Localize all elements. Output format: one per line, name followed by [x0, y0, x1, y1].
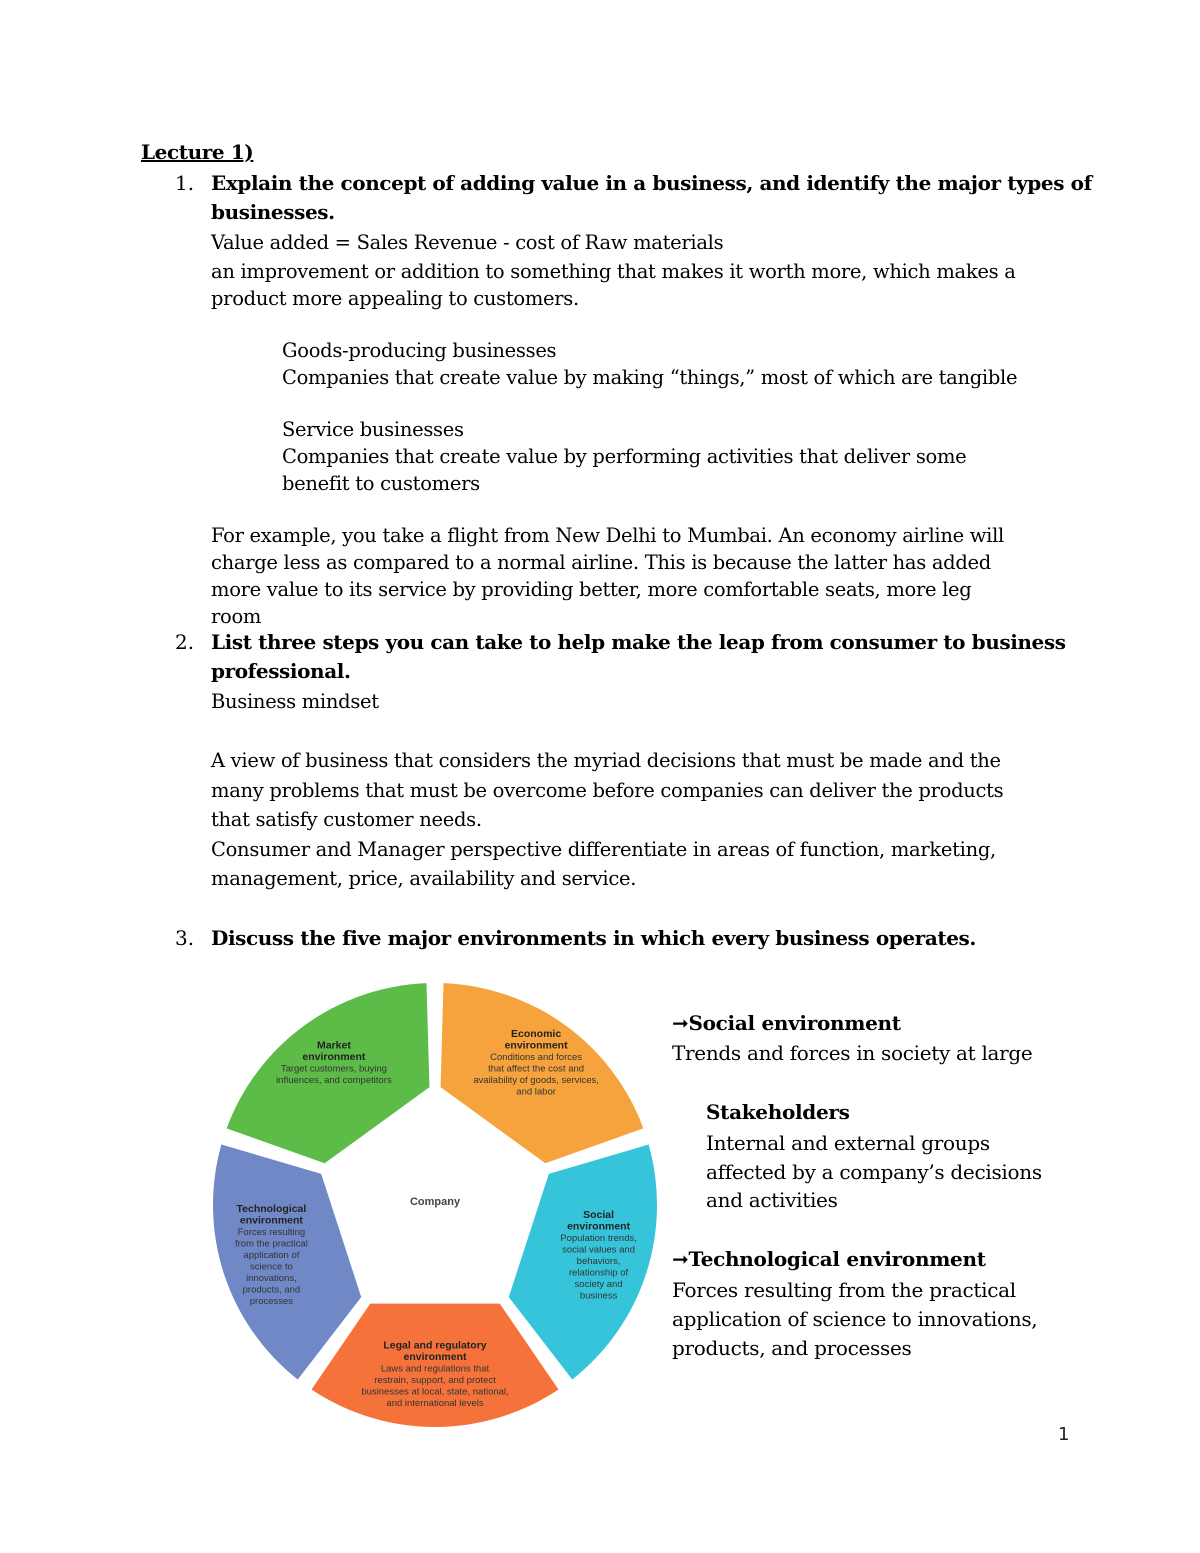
technological-description	[672, 1276, 1092, 1363]
segment-description: and labor	[516, 1086, 556, 1098]
segment-title: Social	[583, 1208, 615, 1221]
service-description: Companies that create value by performing activities that deliver some	[282, 445, 967, 468]
goods-producing-block	[282, 337, 1072, 391]
text-line: product more appealing to customers.	[211, 287, 579, 310]
text-line: that satisfy customer needs.	[211, 808, 482, 831]
question-title: Discuss the five major environments in which every business operates.	[211, 926, 976, 950]
stakeholders-heading: Stakeholders	[706, 1100, 850, 1124]
segment-title: environment	[504, 1039, 568, 1052]
segment-description: behaviors,	[576, 1255, 621, 1267]
technological-environment-heading	[672, 1246, 1092, 1273]
question-title: Explain the concept of adding value in a business, and identify the major types of	[211, 171, 1092, 195]
text-line: Forces resulting from the practical	[672, 1278, 1016, 1302]
text-line: room	[211, 605, 262, 628]
text-line: For example, you take a flight from New Delhi to Mumbai. An economy airline will	[211, 524, 1004, 547]
segment-title: Economic	[511, 1028, 562, 1041]
segment-description: that affect the cost and	[488, 1063, 585, 1075]
arrow-icon: ➞	[672, 1011, 689, 1035]
mindset-definition	[211, 746, 1071, 894]
segment-description: influences, and competitors	[276, 1075, 392, 1087]
segment-description: restrain, support, and protect	[374, 1374, 496, 1386]
value-added-formula: Value added = Sales Revenue - cost of Raw materials	[211, 231, 724, 254]
segment-description: innovations,	[246, 1273, 297, 1285]
text-line: an improvement or addition to something that makes it worth more, which makes a	[211, 260, 1016, 283]
segment-description: business	[579, 1290, 618, 1302]
page-number: 1	[1058, 1424, 1070, 1445]
value-added-definition	[211, 258, 1071, 312]
segment-description: availability of goods, services,	[473, 1075, 599, 1087]
service-block	[282, 416, 1072, 497]
segment-title: Market	[316, 1039, 351, 1052]
business-mindset: Business mindset	[211, 690, 379, 713]
five-environments-diagram	[210, 980, 660, 1430]
service-title: Service businesses	[282, 418, 464, 441]
segment-title: Legal and regulatory	[383, 1339, 487, 1352]
social-description: Trends and forces in society at large	[672, 1041, 1033, 1065]
segment-description: Population trends,	[560, 1232, 637, 1244]
text-line: many problems that must be overcome before companies can deliver the products	[211, 778, 1004, 802]
arrow-icon: ➞	[672, 1247, 689, 1271]
segment-description: science to	[250, 1261, 293, 1273]
technological-title: Technological environment	[688, 1247, 986, 1271]
text-line: application of science to innovations,	[672, 1307, 1038, 1331]
social-title: Social environment	[688, 1011, 901, 1035]
goods-description: Companies that create value by making “things,” most of which are tangible	[282, 366, 1018, 389]
segment-description: processes	[249, 1296, 294, 1308]
segment-title: Technological	[236, 1203, 307, 1216]
segment-description: Forces resulting	[237, 1227, 306, 1239]
segment-description: society and	[574, 1278, 623, 1290]
text-line: products, and processes	[672, 1336, 912, 1360]
lecture-heading: Lecture 1)	[141, 140, 254, 164]
segment-description: and international levels	[386, 1397, 484, 1409]
question-title: professional.	[211, 659, 351, 683]
social-environment-heading	[672, 1010, 1092, 1037]
segment-description: relationship of	[569, 1267, 629, 1279]
question-number: 2.	[175, 630, 195, 654]
segment-title: environment	[567, 1220, 631, 1233]
company-label: Company	[409, 1196, 461, 1208]
text-line: Internal and external groups	[706, 1131, 990, 1155]
segment-description: businesses at local, state, national,	[361, 1386, 509, 1398]
segment-title: environment	[302, 1051, 366, 1064]
question-number: 3.	[175, 926, 195, 950]
segment-description: Conditions and forces	[490, 1052, 583, 1064]
stakeholders-description	[706, 1129, 1086, 1215]
segment-title: environment	[403, 1350, 467, 1363]
question-number: 1.	[175, 171, 195, 195]
text-line: more value to its service by providing better, more comfortable seats, more leg	[211, 578, 972, 601]
text-line: and activities	[706, 1188, 838, 1212]
segment-description: products, and	[242, 1284, 301, 1296]
question-title: List three steps you can take to help make the leap from consumer to business	[211, 630, 1066, 654]
segment-description: Laws and regulations that	[380, 1363, 490, 1375]
question-title: businesses.	[211, 200, 335, 224]
text-line: affected by a company’s decisions	[706, 1159, 1042, 1184]
segment-description: Target customers, buying	[280, 1063, 387, 1075]
segment-title: environment	[239, 1214, 303, 1227]
service-description: benefit to customers	[282, 472, 480, 495]
goods-title: Goods-producing businesses	[282, 339, 557, 362]
segment-description: from the practical	[234, 1238, 308, 1250]
segment-description: social values and	[562, 1244, 636, 1256]
segment-description: application of	[243, 1250, 300, 1262]
text-line: management, price, availability and service.	[211, 867, 637, 890]
airline-example	[211, 522, 1071, 630]
text-line: A view of business that considers the myriad decisions that must be made and the	[211, 749, 1001, 772]
text-line: Consumer and Manager perspective differentiate in areas of function, marketing,	[211, 837, 996, 861]
text-line: charge less as compared to a normal airline. This is because the latter has added	[211, 551, 991, 574]
